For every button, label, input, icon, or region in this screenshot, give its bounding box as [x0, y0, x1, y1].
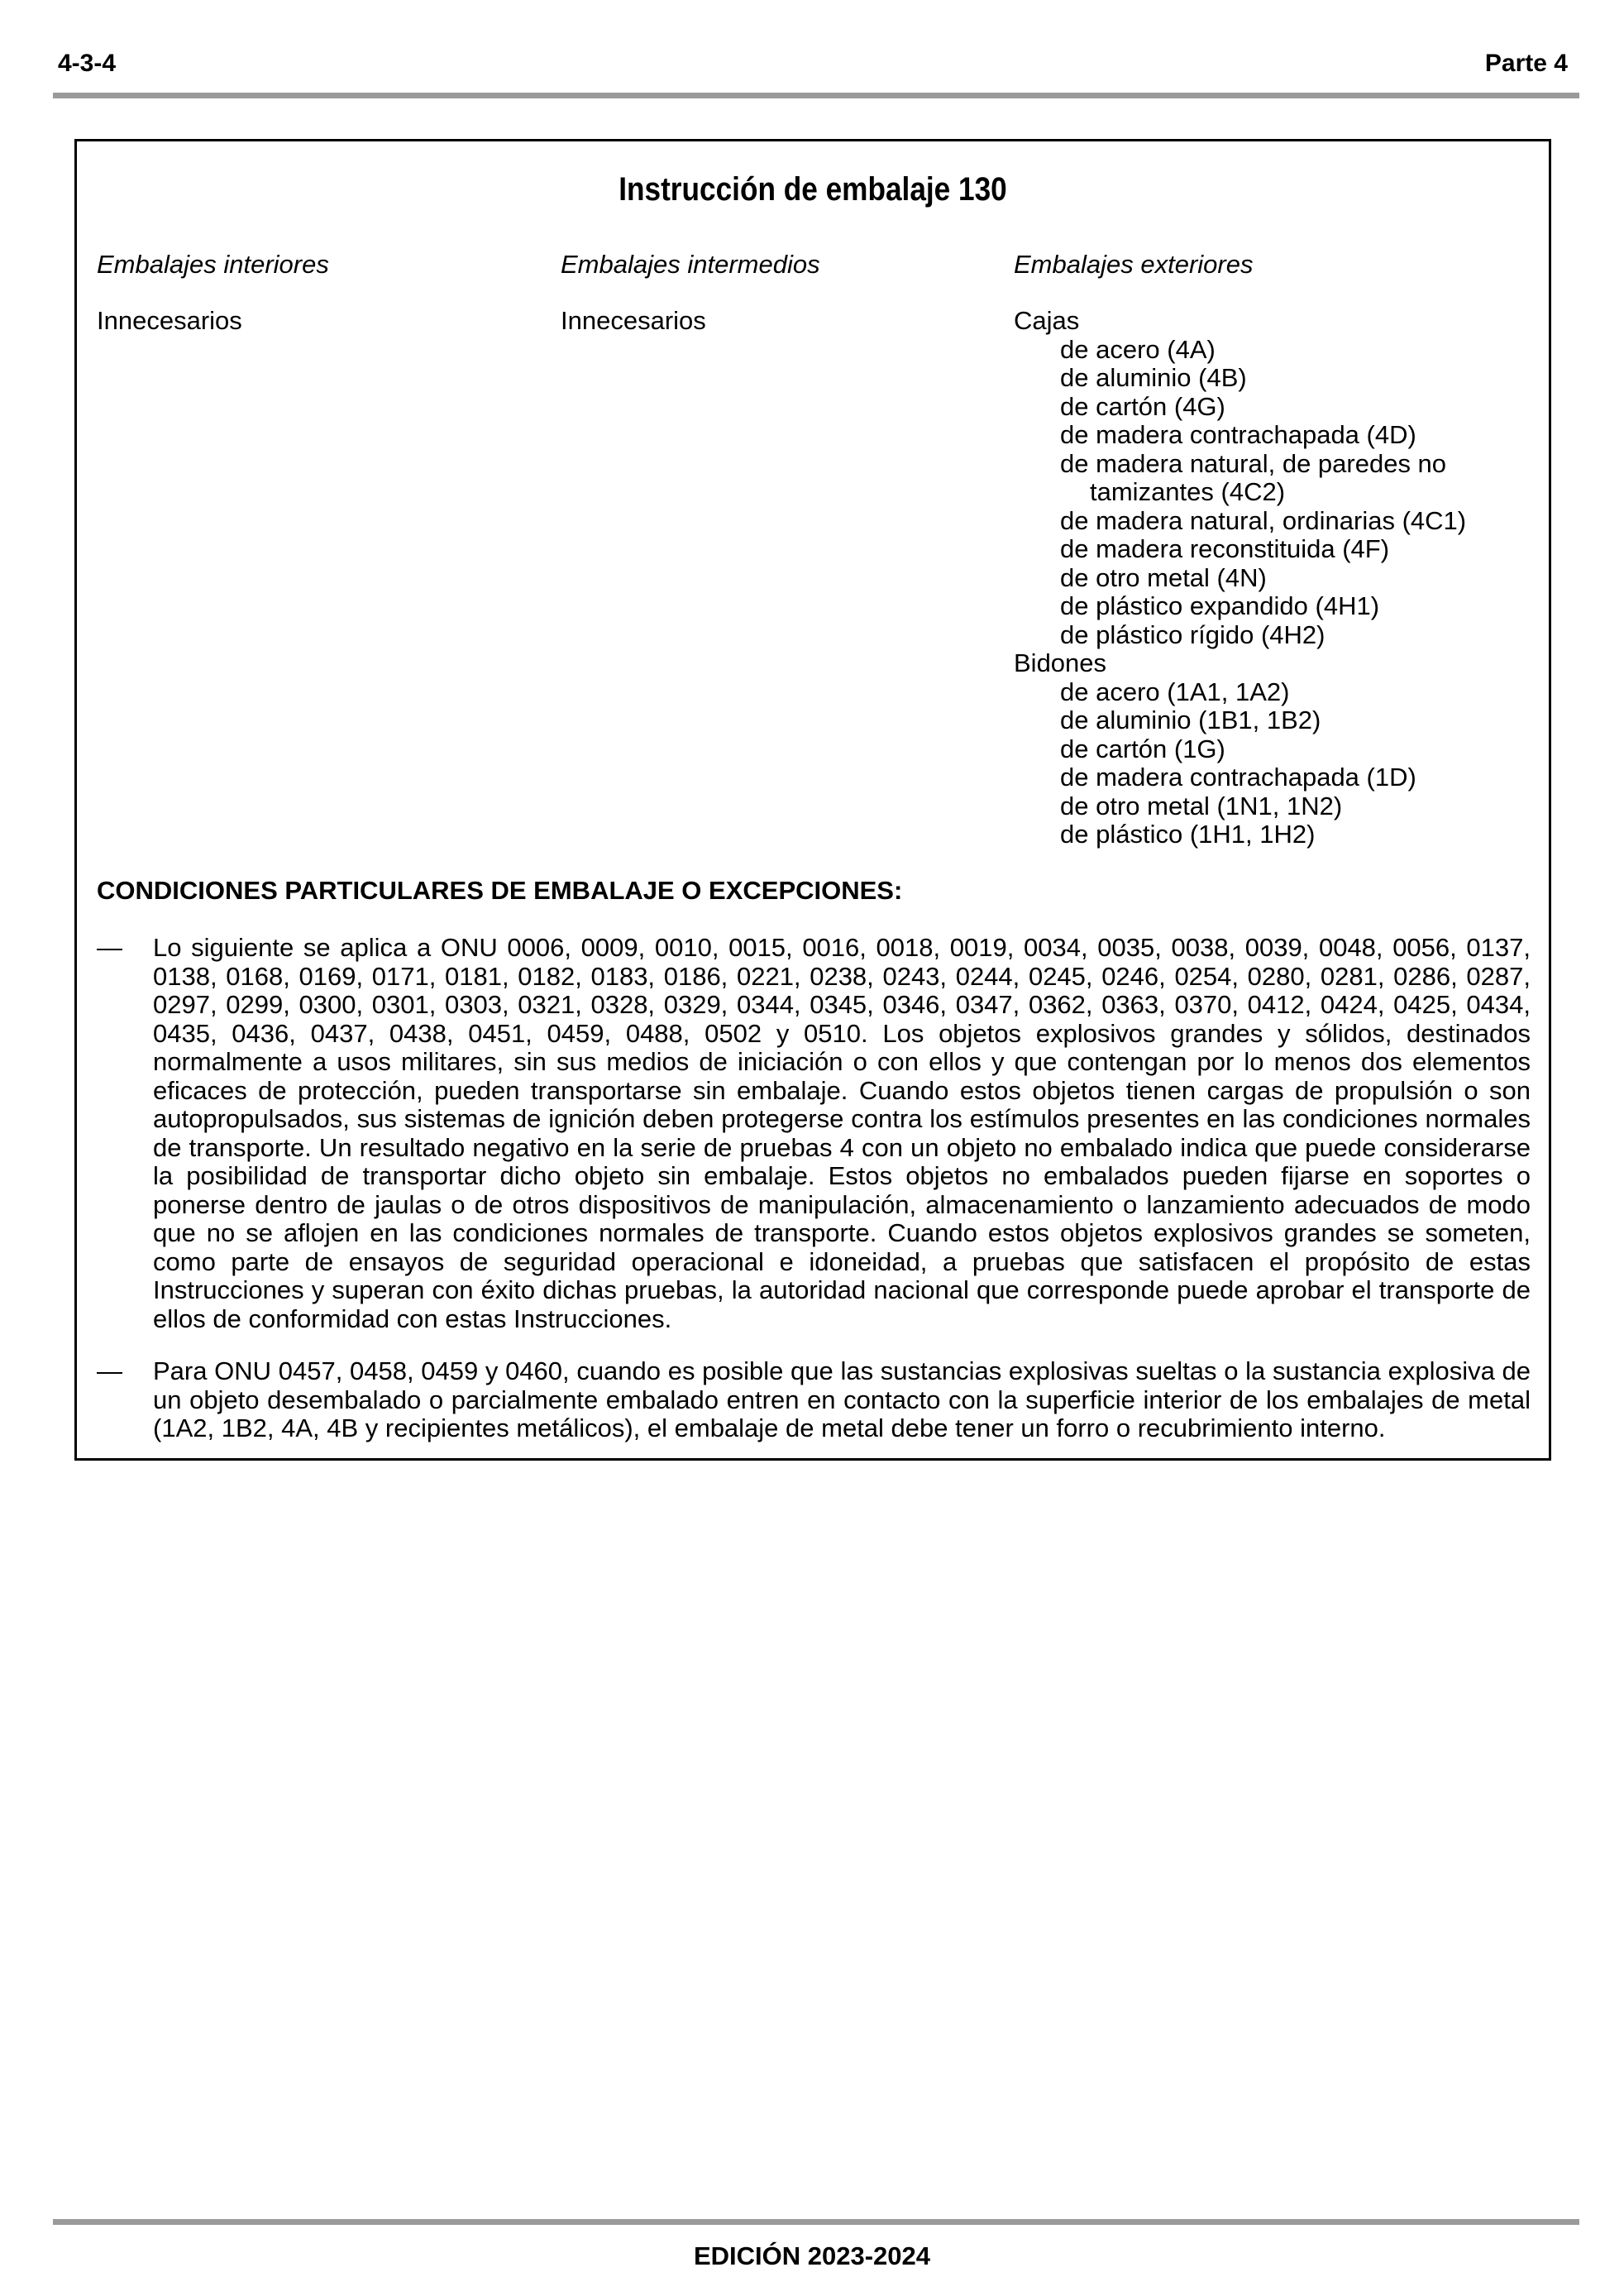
packaging-item — [1014, 706, 1466, 735]
packaging-item — [1014, 450, 1466, 507]
packaging-item-text: de acero (4A) — [1060, 334, 1216, 364]
packaging-item — [1014, 592, 1466, 621]
note-text: Para ONU 0457, 0458, 0459 y 0460, cuando es posible que las sustancias explosivas sueltas o la sustancia explosiva de un objeto desembalado o parcialmente embalado entren en contacto con la superficie interior de los embalajes de metal (1A2, 1B2, 4A, 4B y recipientes metálicos), el embalaje de metal debe tener un forro o recubrimiento interno. — [153, 1356, 1531, 1442]
packaging-item-text: de aluminio (1B1, 1B2) — [1060, 706, 1321, 734]
packaging-item-text: de madera natural, ordinarias (4C1) — [1060, 505, 1467, 535]
packaging-item — [1014, 393, 1466, 422]
packaging-item — [1014, 678, 1466, 707]
packaging-group-label: Bidones — [1014, 648, 1107, 677]
packaging-item-text: de madera contrachapada (1D) — [1060, 763, 1416, 792]
outer-packaging-list — [1014, 307, 1466, 849]
col-heading-inner: Embalajes interiores — [97, 250, 329, 279]
packaging-item — [1014, 621, 1466, 650]
packaging-item-text: de plástico (1H1, 1H2) — [1060, 820, 1316, 849]
packaging-group-label: Cajas — [1014, 306, 1080, 335]
packaging-item — [1014, 364, 1466, 393]
packaging-item-text: de acero (1A1, 1A2) — [1060, 677, 1290, 706]
packaging-item-text: de madera natural, de paredes no — [1060, 448, 1447, 478]
header-divider — [53, 93, 1579, 98]
note-text: Lo siguiente se aplica a ONU 0006, 0009, 0010, 0015, 0016, 0018, 0019, 0034, 0035, 0038, 0039, 0048, 0056, 0137, 0138, 0168, 0169, 0171, 0181, 0182, 0183, 0186, 0221, 0238, 0243, 0244, 0245, 0246, 0254, 0280, 0281, 0286, 0287, 0297, 0299, 0300, 0301, 0303, 0321, 0328, 0329, 0344, 0345, 0346, 0347, 0362, 0363, 0370, 0412, 0424, 0425, 0434, 0435, 0436, 0437, 0438, 0451, 0459, 0488, 0502 y 0510. Los objetos explosivos grandes y sólidos, destinados normalmente a usos militares, sin sus medios de iniciación o con ellos y que contengan por lo menos dos elementos eficaces de protección, pueden transportarse sin embalaje. Cuando estos objetos tienen cargas de propulsión o son autopropulsados, sus sistemas de ignición deben protegerse contra los estímulos presentes en las condiciones normales de transporte. Un resultado negativo en la serie de pruebas 4 con un objeto no embalado indica que puede considerarse la posibilidad de transportar dicho objeto sin embalaje. Estos objetos no embalados pueden fijarse en soportes o ponerse dentro de jaulas o de otros dispositivos de manipulación, almacenamiento o lanzamiento adecuados de modo que no se aflojen en las condiciones normales de transporte. Cuando estos objetos explosivos grandes se someten, como parte de ensayos de seguridad operacional e idoneidad, a pruebas que satisfacen el propósito de estas Instrucciones y superan con éxito dichas pruebas, la autoridad nacional que corresponde puede aprobar el transporte de ellos de conformidad con estas Instrucciones. — [153, 933, 1531, 1333]
packaging-item — [1014, 564, 1466, 593]
edition-footer: EDICIÓN 2023-2024 — [693, 2241, 931, 2270]
packaging-item — [1014, 336, 1466, 365]
packaging-item-text: de plástico expandido (4H1) — [1060, 591, 1380, 620]
packaging-item — [1014, 763, 1466, 792]
packaging-item-text: de aluminio (4B) — [1060, 363, 1247, 392]
conditions-title: CONDICIONES PARTICULARES DE EMBALAJE O EXCEPCIONES: — [97, 876, 903, 905]
packaging-item — [1014, 735, 1466, 764]
col-heading-outer: Embalajes exteriores — [1014, 250, 1254, 279]
condition-note — [97, 934, 1531, 1333]
packaging-item — [1014, 421, 1466, 450]
packaging-item-text: de madera reconstituida (4F) — [1060, 534, 1390, 563]
packaging-item-continuation: tamizantes (4C2) — [1090, 477, 1286, 506]
packaging-item-text: de otro metal (4N) — [1060, 562, 1267, 592]
packaging-item — [1014, 535, 1466, 564]
packing-instruction-box — [74, 139, 1551, 1461]
packaging-item-text: de cartón (4G) — [1060, 391, 1225, 421]
packaging-item-text: de cartón (1G) — [1060, 734, 1225, 763]
note-dash: — — [97, 933, 122, 962]
intermediate-packaging-value: Innecesarios — [561, 306, 706, 335]
note-dash: — — [97, 1356, 122, 1385]
footer-divider — [53, 2219, 1579, 2225]
packaging-item — [1014, 792, 1466, 821]
packaging-item — [1014, 507, 1466, 536]
inner-packaging-value: Innecesarios — [97, 306, 242, 335]
packaging-item-text: de plástico rígido (4H2) — [1060, 619, 1325, 649]
section-number: 4-3-4 — [58, 50, 117, 77]
packaging-item — [1014, 820, 1466, 849]
part-label: Parte 4 — [1484, 50, 1568, 77]
condition-note — [97, 1357, 1531, 1443]
col-heading-intermediate: Embalajes intermedios — [561, 250, 820, 279]
packaging-item-text: de otro metal (1N1, 1N2) — [1060, 791, 1343, 820]
packaging-item-text: de madera contrachapada (4D) — [1060, 420, 1416, 449]
instruction-title: Instrucción de embalaje 130 — [619, 171, 1007, 208]
